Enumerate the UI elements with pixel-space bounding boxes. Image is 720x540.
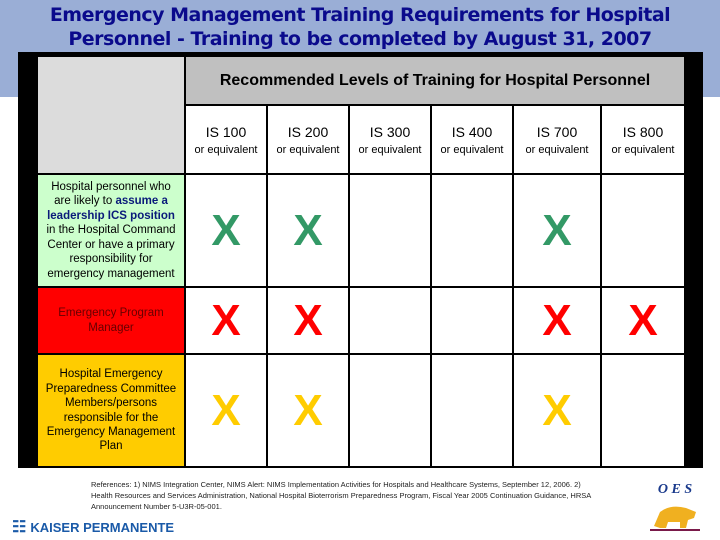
x-mark: X — [542, 205, 572, 255]
mark-cell — [349, 287, 431, 354]
x-mark: X — [542, 385, 572, 435]
mark-cell — [267, 354, 349, 467]
mark-cell — [185, 354, 267, 467]
course-name: IS 300 — [369, 123, 411, 140]
mark-cell — [513, 174, 601, 287]
title-line-2: Personnel - Training to be completed by August 31, 2007 — [68, 28, 652, 50]
course-sub: or equivalent — [440, 143, 504, 156]
x-mark: X — [293, 295, 323, 345]
x-mark: X — [293, 385, 323, 435]
mark-cell — [601, 287, 685, 354]
kaiser-people-icon: ☷ — [12, 519, 27, 536]
training-table — [36, 55, 686, 468]
course-name: IS 100 — [205, 123, 247, 140]
corner-cell — [37, 56, 185, 174]
mark-cell — [349, 174, 431, 287]
bear-icon — [650, 498, 700, 532]
course-sub: or equivalent — [525, 143, 589, 156]
course-name: IS 700 — [536, 123, 578, 140]
row-label — [37, 287, 185, 354]
mark-cell — [185, 287, 267, 354]
row-label-label-pre: Hospital personnel who are likely to — [51, 181, 171, 208]
mark-cell — [601, 354, 685, 467]
mark-cell — [185, 174, 267, 287]
course-name: IS 200 — [287, 123, 329, 140]
title-line-1: Emergency Management Training Requirements for Hospital — [49, 4, 671, 26]
row-label-label-post: in the Hospital Command Center or have a primary responsibility for emergency management — [46, 224, 176, 280]
kaiser-logo — [12, 520, 174, 536]
page-title — [0, 3, 720, 51]
mark-cell — [431, 354, 513, 467]
x-mark: X — [628, 295, 658, 345]
table-row — [37, 174, 685, 287]
row-label — [37, 174, 185, 287]
mark-cell — [513, 287, 601, 354]
table-row — [37, 287, 685, 354]
mark-cell — [601, 174, 685, 287]
column-header-is-800 — [601, 105, 685, 174]
course-name: IS 800 — [622, 123, 664, 140]
mark-cell — [267, 287, 349, 354]
course-sub: or equivalent — [276, 143, 340, 156]
column-header-is-200 — [267, 105, 349, 174]
x-mark: X — [211, 385, 241, 435]
x-mark: X — [211, 295, 241, 345]
mark-cell — [431, 174, 513, 287]
references: References: 1) NIMS Integration Center, NIMS Alert: NIMS Implementation Activities for Hospitals and Healthcare Systems, September 12, 2006. 2) Health Resources and Services Administration, National Hospital Bioterrorism Preparedness Program, Fiscal Year 2005 Continuation Guidance, HRSA Announcement Number 5-U3R-05-001. — [91, 480, 591, 511]
column-header-is-400 — [431, 105, 513, 174]
oes-logo — [645, 482, 705, 537]
table-header: Recommended Levels of Training for Hospital Personnel — [185, 56, 685, 105]
column-header-is-100 — [185, 105, 267, 174]
column-header-is-300 — [349, 105, 431, 174]
mark-cell — [431, 287, 513, 354]
course-sub: or equivalent — [194, 143, 258, 156]
x-mark: X — [211, 205, 241, 255]
course-sub: or equivalent — [358, 143, 422, 156]
row-label-label-pre: Hospital Emergency Preparedness Committee Members/persons responsible for the Emergency Management Plan — [45, 368, 177, 453]
course-name: IS 400 — [451, 123, 493, 140]
x-mark: X — [542, 295, 572, 345]
oes-logo-text: O E S — [657, 482, 693, 497]
column-header-is-700 — [513, 105, 601, 174]
mark-cell — [349, 354, 431, 467]
row-label — [37, 354, 185, 467]
course-sub: or equivalent — [611, 143, 675, 156]
mark-cell — [267, 174, 349, 287]
row-label-label-pre: Emergency Program Manager — [58, 307, 164, 334]
row-label-label-bold: assume a leadership ICS position — [47, 195, 175, 222]
kaiser-logo-text: KAISER PERMANENTE — [30, 520, 175, 535]
mark-cell — [513, 354, 601, 467]
x-mark: X — [293, 205, 323, 255]
table-row — [37, 354, 685, 467]
